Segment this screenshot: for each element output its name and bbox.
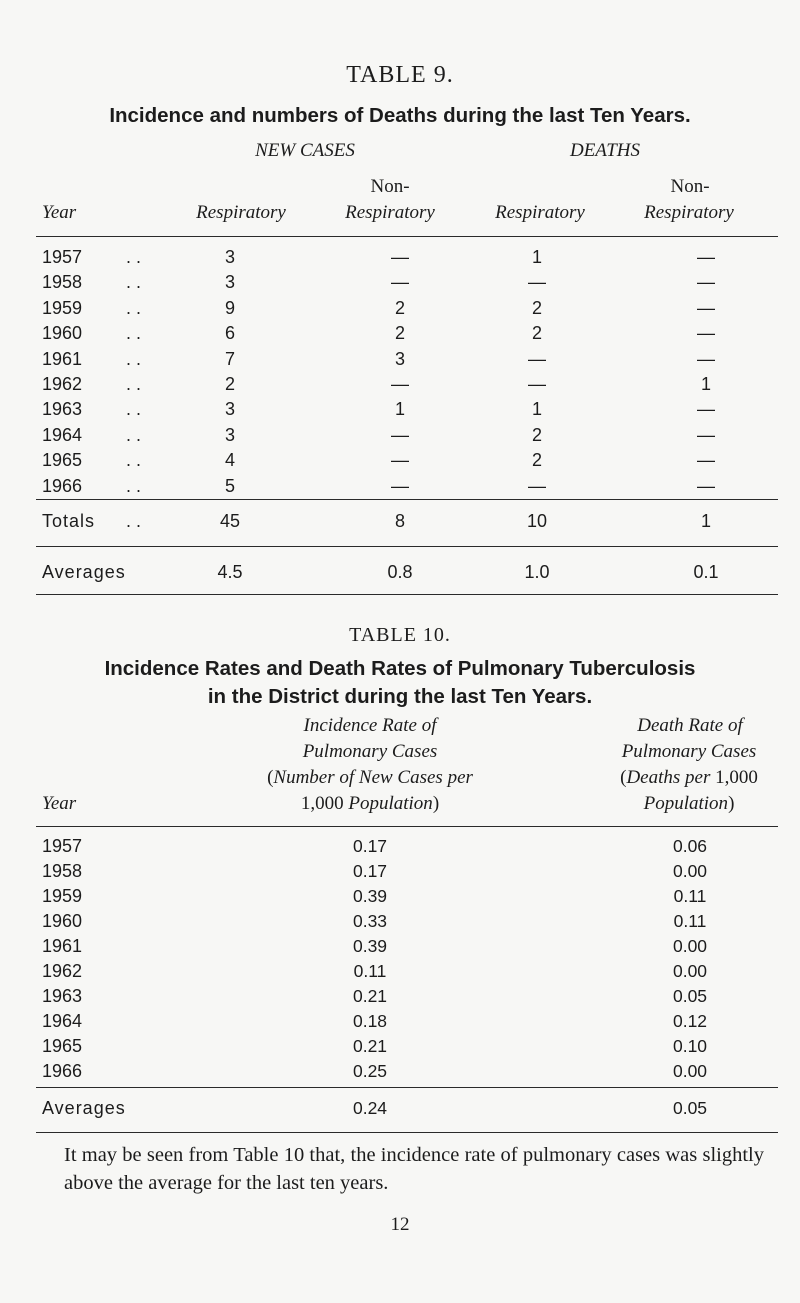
table10-row-death: 0.05 xyxy=(672,986,708,1006)
table9-row-dots: . . xyxy=(126,399,142,420)
table10-heading-line1: Incidence Rates and Death Rates of Pulmonary Tuberculosis xyxy=(104,657,696,680)
table9-col-d-resp: Respiratory xyxy=(495,202,585,223)
table9-row-nc-non: 2 xyxy=(394,297,405,318)
table10-row-death: 0.10 xyxy=(672,1036,708,1056)
table9-row-d-non: — xyxy=(697,297,715,318)
table9-row-dots: . . xyxy=(126,374,142,394)
table9-row-dots: . . xyxy=(126,450,142,471)
table9-row-d-resp: — xyxy=(528,374,546,394)
table10-row-death: 0.00 xyxy=(672,961,708,981)
table9-row-year: 1961 xyxy=(42,348,83,369)
table9-row-nc-non: — xyxy=(391,450,409,471)
table9-row-nc-resp: 3 xyxy=(224,424,235,445)
table9-totals-dots: . . xyxy=(126,511,142,531)
table10-row-year: 1964 xyxy=(42,1011,83,1031)
table9-col-d-nonresp-line2: Respiratory xyxy=(644,202,734,223)
table9-row-d-resp: — xyxy=(528,272,546,293)
table9-col-nc-nonresp-line1: Non- xyxy=(370,176,410,197)
table9-row-dots: . . xyxy=(126,247,142,267)
table9-row-year: 1966 xyxy=(42,475,83,496)
table10-row-year: 1961 xyxy=(42,936,83,956)
table10-row-year: 1959 xyxy=(42,886,83,906)
table10-row-year: 1966 xyxy=(42,1061,83,1081)
table9-row-nc-resp: 9 xyxy=(224,297,235,318)
table10-averages-label: Averages xyxy=(42,1098,126,1118)
table10-row-inc: 0.39 xyxy=(352,936,388,956)
table9-row-nc-non: — xyxy=(391,247,409,267)
table9-averages-nc-non: 0.8 xyxy=(387,562,413,582)
table9-row-d-non: — xyxy=(697,475,715,496)
table10-row-year: 1962 xyxy=(42,961,83,981)
table9-row-dots: . . xyxy=(126,348,142,369)
table9-row-nc-non: — xyxy=(391,272,409,293)
table10-col-year: Year xyxy=(42,793,77,814)
body-paragraph: It may be seen from Table 10 that, the incidence rate of pulmonary cases was slightly above the average for the last ten years. xyxy=(64,1144,764,1194)
table9-col-nc-resp: Respiratory xyxy=(196,202,286,223)
table9-row-dots: . . xyxy=(126,424,142,445)
table10-row-inc: 0.39 xyxy=(352,886,388,906)
table9-averages-d-non: 0.1 xyxy=(693,562,719,582)
table10-death-header-line4: Population) xyxy=(643,793,735,814)
table9-row-nc-resp: 3 xyxy=(224,272,235,293)
table9-row-dots: . . xyxy=(126,475,142,496)
table9-row-year: 1963 xyxy=(42,399,83,420)
table10-row-death: 0.12 xyxy=(672,1011,708,1031)
table9-row-nc-resp: 3 xyxy=(224,247,235,267)
table9-col-nc-nonresp-line2: Respiratory xyxy=(345,202,435,223)
table9-row-d-non: — xyxy=(697,247,715,267)
table9-row-year: 1964 xyxy=(42,424,83,445)
table9-totals-rule-top xyxy=(36,499,778,500)
table9-row-d-resp: — xyxy=(528,475,546,496)
table9-row-nc-resp: 3 xyxy=(224,399,235,420)
table9-row-nc-non: 1 xyxy=(394,399,405,420)
table10-averages-rule-top xyxy=(36,1087,778,1088)
table10-inc-header-line2: Pulmonary Cases xyxy=(302,741,438,762)
table9-row-nc-non: — xyxy=(391,424,409,445)
table10-row-inc: 0.33 xyxy=(352,911,388,931)
table9-row-nc-non: — xyxy=(391,374,409,394)
page-number: 12 xyxy=(390,1214,410,1235)
table9-row-dots: . . xyxy=(126,297,142,318)
table10-row-death: 0.00 xyxy=(672,861,708,881)
table9-row-year: 1962 xyxy=(42,374,83,394)
table9-row-d-non: — xyxy=(697,399,715,420)
table9-row-year: 1957 xyxy=(42,247,83,267)
table9-row-nc-non: 2 xyxy=(394,323,405,344)
table9-header-rule xyxy=(36,236,778,237)
table9-row-d-resp: 2 xyxy=(531,297,542,318)
table10-averages-death: 0.05 xyxy=(672,1098,708,1118)
table9-col-d-nonresp-line1b: Non- xyxy=(670,176,710,197)
table9-row-d-non: 1 xyxy=(700,374,711,394)
table9-totals-d-non: 1 xyxy=(700,511,711,531)
table10-inc-header-line4: 1,000 Population) xyxy=(300,793,440,814)
table9-row-nc-non: 3 xyxy=(394,348,405,369)
table10-row-death: 0.11 xyxy=(673,911,707,931)
table10-bottom-rule xyxy=(36,1132,778,1133)
table10-row-inc: 0.18 xyxy=(352,1011,388,1031)
table10-row-death: 0.11 xyxy=(673,886,707,906)
table9-row-dots: . . xyxy=(126,272,142,293)
table9-totals-label: Totals xyxy=(42,511,96,531)
table10-header-rule xyxy=(36,826,778,827)
table9-row-nc-resp: 2 xyxy=(224,374,235,394)
table10-row-inc: 0.17 xyxy=(352,861,388,881)
table10-row-inc: 0.17 xyxy=(352,836,388,856)
table9-row-nc-non: — xyxy=(391,475,409,496)
table9-row-d-non: — xyxy=(697,272,715,293)
table9-row-d-non: — xyxy=(697,348,715,369)
table9-row-nc-resp: 5 xyxy=(224,475,235,496)
table9-row-year: 1960 xyxy=(42,323,83,344)
table10-row-death: 0.06 xyxy=(672,836,708,856)
table9-row-d-non: — xyxy=(697,450,715,471)
table10-averages-inc: 0.24 xyxy=(352,1098,388,1118)
table10-row-inc: 0.11 xyxy=(353,961,387,981)
table9-row-d-non: — xyxy=(697,424,715,445)
table9-row-nc-resp: 4 xyxy=(224,450,235,471)
table9-averages-label: Averages xyxy=(42,562,126,582)
table9-group-deaths: DEATHS xyxy=(569,140,641,161)
table9-totals-nc-non: 8 xyxy=(394,511,405,531)
table9-row-d-resp: 2 xyxy=(531,424,542,445)
table9-row-d-resp: — xyxy=(528,348,546,369)
table10-row-death: 0.00 xyxy=(672,1061,708,1081)
table9-row-year: 1959 xyxy=(42,297,83,318)
table10-row-year: 1958 xyxy=(42,861,83,881)
table10-death-header-line2: Pulmonary Cases xyxy=(621,741,757,762)
table10-row-year: 1957 xyxy=(42,836,83,856)
table9-row-d-resp: 1 xyxy=(531,399,542,420)
table10-row-inc: 0.25 xyxy=(352,1061,388,1081)
table9-title: TABLE 9. xyxy=(346,62,454,88)
table9-row-d-resp: 2 xyxy=(531,450,542,471)
table9-row-d-non: — xyxy=(697,323,715,344)
table10-row-year: 1960 xyxy=(42,911,83,931)
table9-heading: Incidence and numbers of Deaths during the last Ten Years. xyxy=(109,104,691,127)
table10-inc-header-line1: Incidence Rate of xyxy=(303,715,437,736)
table10-death-header-line1: Death Rate of xyxy=(637,715,743,736)
table9-row-nc-resp: 7 xyxy=(224,348,235,369)
table9-row-d-resp: 1 xyxy=(531,247,542,267)
table10-death-header-line3: (Deaths per 1,000 xyxy=(620,767,758,788)
table9-totals-nc-resp: 45 xyxy=(219,511,241,531)
table9-row-dots: . . xyxy=(126,323,142,344)
table10-row-year: 1965 xyxy=(42,1036,83,1056)
table9-col-year: Year xyxy=(42,202,77,223)
table10-row-inc: 0.21 xyxy=(352,1036,388,1056)
table10-heading-line2: in the District during the last Ten Years. xyxy=(207,685,593,708)
table10-inc-header-line3: (Number of New Cases per xyxy=(267,767,473,788)
table10-row-inc: 0.21 xyxy=(352,986,388,1006)
table9-averages-rule-top xyxy=(36,546,778,547)
table9-row-year: 1958 xyxy=(42,272,83,293)
table9-group-new-cases: NEW CASES xyxy=(255,140,355,161)
table9-averages-d-resp: 1.0 xyxy=(524,562,550,582)
table9-row-nc-resp: 6 xyxy=(224,323,235,344)
table9-row-year: 1965 xyxy=(42,450,83,471)
table9-totals-d-resp: 10 xyxy=(526,511,548,531)
table9-row-d-resp: 2 xyxy=(531,323,542,344)
table10-row-year: 1963 xyxy=(42,986,83,1006)
table10-title: TABLE 10. xyxy=(349,624,451,646)
table10-row-death: 0.00 xyxy=(672,936,708,956)
table9-bottom-rule xyxy=(36,594,778,595)
table9-averages-nc-resp: 4.5 xyxy=(217,562,243,582)
